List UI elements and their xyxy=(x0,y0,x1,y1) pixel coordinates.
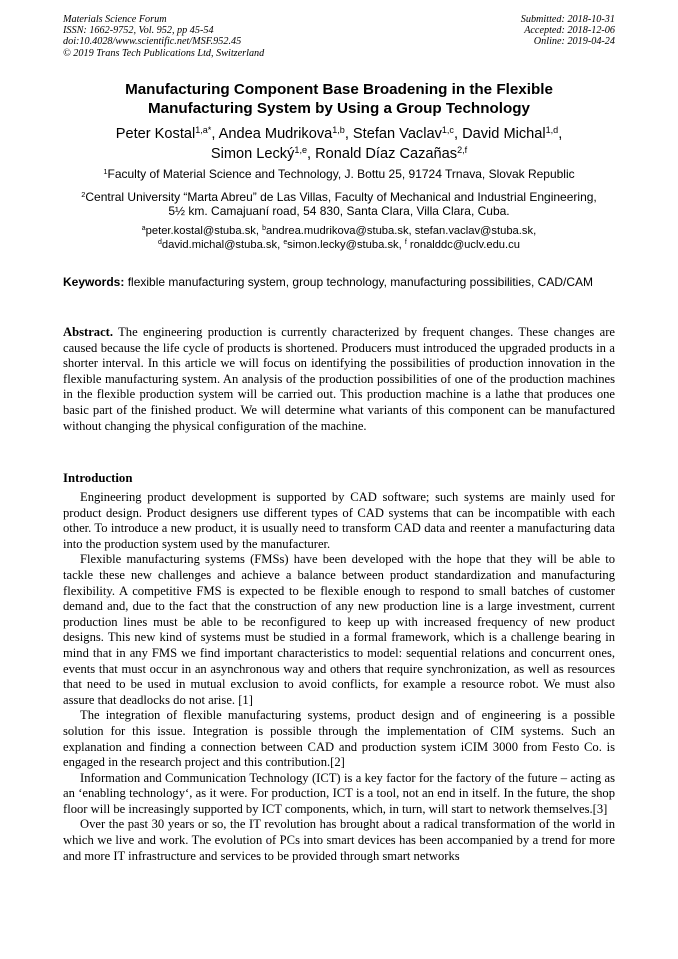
author-name: Stefan Vaclav xyxy=(352,126,442,142)
affiliation-2 xyxy=(40,190,638,218)
author-name: Simon Lecký xyxy=(210,146,295,162)
author-name: Andea Mudrikova xyxy=(218,126,333,142)
affiliation-text: Central University “Marta Abreu” de Las Villas, Faculty of Mechanical and Industrial Engineering, xyxy=(85,190,597,204)
email-text: simon.lecky@stuba.sk, xyxy=(287,239,405,251)
paper-title xyxy=(40,80,638,118)
affiliation-1 xyxy=(40,167,638,181)
journal-issn: ISSN: 1662-9752, Vol. 952, pp 45-54 xyxy=(63,25,214,37)
affiliation-mark: 1 xyxy=(103,166,108,176)
email-text: peter.kostal@stuba.sk, xyxy=(145,225,263,237)
journal-doi: doi:10.4028/www.scientific.net/MSF.952.45 xyxy=(63,36,242,48)
introduction-body xyxy=(63,490,615,864)
affiliation-mark: 2 xyxy=(81,189,86,199)
email-mark: e xyxy=(283,239,288,247)
author-affiliation-mark: 1,c xyxy=(441,125,454,136)
affiliation-text: Faculty of Material Science and Technology, J. Bottu 25, 91724 Trnava, Slovak Republic xyxy=(107,167,575,181)
author-separator: , xyxy=(344,126,353,142)
author-separator: , xyxy=(306,146,316,162)
paragraph: Engineering product development is supported by CAD software; such systems are mainly used for product design. Product designers use different types of CAD systems that can be incompatible with each other. To introduce a new product, it is usually need to transform CAD data and reenter a manufacturing data into the production system used by the manufacturer. xyxy=(63,490,615,551)
paragraph: Over the past 30 years or so, the IT revolution has brought about a radical transformation of the world in which we live and work. The evolution of PCs into smart devices has been accompanied by a trend for more and more IT infrastructure and services to be provided through smart networks xyxy=(63,817,615,863)
email-line-1 xyxy=(40,224,638,238)
email-text: ronalddc@uclv.edu.cu xyxy=(406,239,520,251)
journal-info xyxy=(63,14,264,59)
abstract-text: The engineering production is currently characterized by frequent changes. These changes are caused because the life cycle of products is shortened. Producers must introduced the upgraded products in a shorter interval. In this article we will focus on identifying the possibilities of production innovation in the flexible manufacturing system. An analysis of the production possibilities of one of the production machines in the flexible production system will be carried out. This production machine is a lathe that produces one basic part of the finished product. We will determine what variants of this component can be manufactured without changing the physical configuration of the machine. xyxy=(63,325,615,433)
author-separator: , xyxy=(211,126,219,142)
affiliation-text-line-2: 5½ km. Camajuaní road, 54 830, Santa Clara, Villa Clara, Cuba. xyxy=(168,204,510,218)
author-separator: , xyxy=(453,126,463,142)
author-list xyxy=(40,124,638,164)
paragraph: Flexible manufacturing systems (FMSs) have been developed with the hope that they will be able to tackle these new challenges and achieve a balance between product standardization and manufacturing flexibility. A competitive FMS is expected to be flexible enough to respond to small batches of customer demand and, due to the fact that the construction of any new production line is a large investment, current production lines must be able to be reconfigured to keep up with increased frequency of new product designs. This new kind of systems must be studied in a formal framework, which is a challenge bearing in mind that in any FMS we find important characteristics to model: sequential relations and concurrent ones, events that must occur in an asynchronous way and others that require synchronization, as well as resources that need to be used in mutual exclusion to avoid conflicts, for example a resource robot. We must also assure that deadlocks do not arise. [1] xyxy=(63,552,615,707)
title-line-1: Manufacturing Component Base Broadening in the Flexible xyxy=(125,81,553,98)
author-affiliation-mark: 1,b xyxy=(332,125,345,136)
author-line-1 xyxy=(40,124,638,144)
keywords-text: flexible manufacturing system, group technology, manufacturing possibilities, CAD/CAM xyxy=(124,275,594,289)
author-affiliation-mark: 2,f xyxy=(457,145,468,156)
author-separator: , xyxy=(558,126,563,142)
accepted-date: Accepted: 2018-12-06 xyxy=(524,25,615,37)
author-affiliation-mark: 1,a* xyxy=(195,125,212,136)
author-affiliation-mark: 1,e xyxy=(294,145,307,156)
author-line-2 xyxy=(40,144,638,164)
email-text: david.michal@stuba.sk, xyxy=(161,239,284,251)
keywords xyxy=(63,275,615,289)
abstract xyxy=(63,325,615,434)
author-emails xyxy=(40,224,638,252)
submitted-date: Submitted: 2018-10-31 xyxy=(520,14,615,25)
keywords-label: Keywords: xyxy=(63,275,125,289)
journal-copyright: © 2019 Trans Tech Publications Ltd, Switzerland xyxy=(63,47,265,59)
paragraph: The integration of flexible manufacturing systems, product design and of engineering is a possible solution for this issue. Integration is possible through the implementation of CIM systems. Such an explanation and finding a connection between CAD and production system iCIM 3000 from Festo Co. is engaged in the research project and this contribution.[2] xyxy=(63,708,615,770)
email-line-2 xyxy=(40,238,638,252)
email-mark: f xyxy=(404,239,407,247)
title-line-2: Manufacturing System by Using a Group Technology xyxy=(148,100,530,117)
author-affiliation-mark: 1,d xyxy=(545,125,559,136)
email-mark: d xyxy=(158,239,162,247)
author-name: Ronald Díaz Cazañas xyxy=(315,146,458,162)
author-name: Peter Kostal xyxy=(115,126,196,142)
email-mark: b xyxy=(262,225,266,233)
submission-dates xyxy=(521,14,615,48)
abstract-label: Abstract. xyxy=(63,325,114,339)
section-heading-introduction: Introduction xyxy=(63,471,133,485)
paragraph: Information and Communication Technology (ICT) is a key factor for the factory of the future – acting as an ‘enabling technology‘, as it were. For production, ICT is a tool, not an end in itself. In the future, the shop floor will be increasingly supported by ICT components, which, in turn, will start to network themselves.[3] xyxy=(63,770,615,816)
online-date: Online: 2019-04-24 xyxy=(533,36,615,48)
email-mark: a xyxy=(141,225,146,233)
email-text: andrea.mudrikova@stuba.sk, stefan.vaclav@stuba.sk, xyxy=(265,225,537,237)
author-name: David Michal xyxy=(462,126,546,142)
journal-name: Materials Science Forum xyxy=(63,14,167,25)
